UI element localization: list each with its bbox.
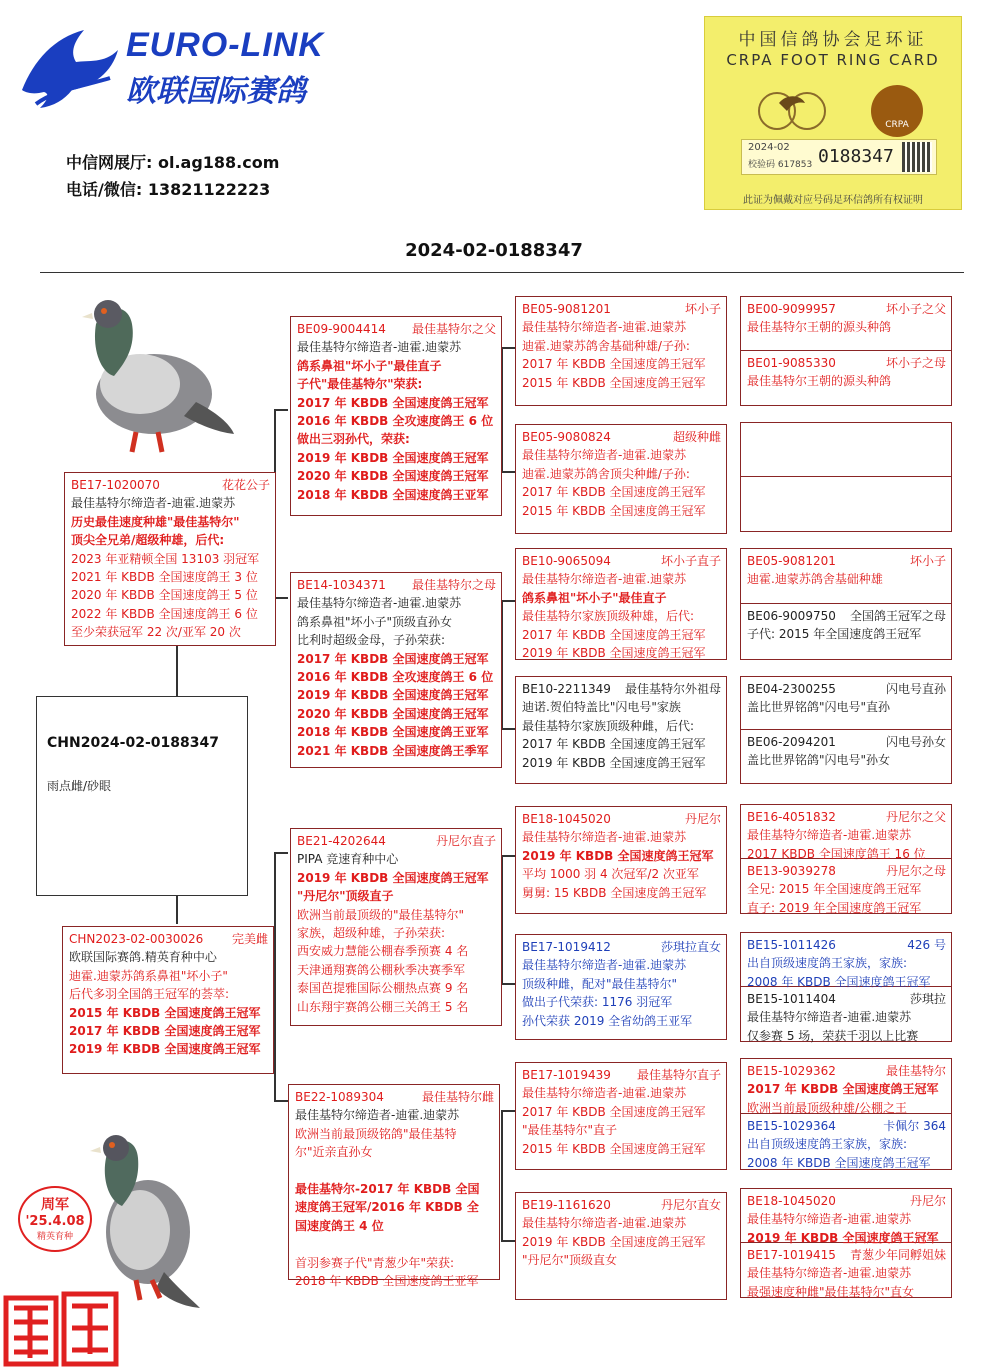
pedigree-line: 2019 年 KBDB 全国速度鸽王冠军 <box>69 1042 261 1057</box>
sire-header <box>71 476 270 494</box>
gen4-pair <box>740 676 952 784</box>
gen3-nickname: 坏小子 <box>684 302 721 316</box>
gen4-card <box>741 933 951 989</box>
pedigree-line: 最佳基特尔缔造者-迪霍.迪蒙苏 <box>522 830 687 845</box>
ring-card-title-en: CRPA FOOT RING CARD <box>726 51 940 69</box>
pedigree-line: 出自顶级速度鸽王家族，家族: <box>747 956 908 971</box>
pedigree-line: 2019 年 KBDB 全国速度鸽王冠军 <box>747 1230 939 1245</box>
gen4-card <box>741 986 951 1043</box>
dam-header <box>69 930 268 948</box>
gen4-lines <box>747 1080 946 1117</box>
gen4-ring: BE04-2300255 <box>747 682 836 696</box>
gen4-nickname: 闪电号孙女 <box>885 735 946 749</box>
gen3-ring: BE05-9081201 <box>522 302 611 316</box>
gen3-ring: BE17-1019439 <box>522 1068 611 1082</box>
pedigree-line: 最佳基特尔王朝的源头种鸽 <box>747 320 892 335</box>
gen3-header <box>522 300 721 318</box>
sire-card <box>64 472 276 646</box>
gen4-card <box>741 549 951 603</box>
gen4-ring: BE13-9039278 <box>747 864 836 878</box>
pedigree-line: 最佳基特尔缔造者-迪霍.迪蒙苏 <box>295 1108 460 1123</box>
pedigree-line: 欧洲当前最顶级的"最佳基特尔" <box>297 907 465 922</box>
gen3-nickname: 超级种雌 <box>672 430 721 444</box>
gen4-header <box>747 300 946 318</box>
pedigree-line: 国速度鸽王 4 位 <box>295 1218 384 1233</box>
pedigree-line: 欧洲当前最顶级种雄/公棚之王 <box>747 1100 908 1115</box>
pedigree-line: 仅参赛 5 场，荣获千羽以上比赛 <box>747 1028 919 1043</box>
pedigree-line: 2017 年 KBDB 全国速度鸽王冠军 <box>522 485 706 500</box>
gen3-card <box>515 806 727 914</box>
gen4-header <box>747 680 946 698</box>
gen3-nickname: 最佳基特尔外祖母 <box>624 682 721 696</box>
pigeon-hen-image <box>80 1122 230 1312</box>
pedigree-line: 西安威力慧能公棚春季预赛 4 名 <box>297 944 469 959</box>
gen2-card <box>290 572 502 768</box>
pedigree-line: 鸽系鼻祖"坏小子"顶级直孙女 <box>297 614 453 629</box>
gen4-lines <box>747 570 946 588</box>
pedigree-line: 欧洲当前最顶级铭鸽"最佳基特 <box>295 1126 457 1141</box>
gen3-nickname: 丹尼尔直女 <box>660 1198 721 1212</box>
pedigree-line: 最佳基特尔缔造者-迪霍.迪蒙苏 <box>522 572 687 587</box>
dam-nickname: 完美雌 <box>231 932 268 946</box>
gen4-lines <box>747 1008 946 1045</box>
ring-card-title-cn: 中国信鸽协会足环证 <box>738 30 928 50</box>
pedigree-line: 出自顶级速度鸽王家族，家族: <box>747 1137 908 1152</box>
pedigree-line: 平均 1000 羽 4 次冠军/2 次亚军 <box>522 867 699 882</box>
pedigree-line: 2023 年亚精顿全国 13103 羽冠军 <box>71 551 260 566</box>
ring-number: 0188347 <box>818 146 894 167</box>
gen2-card <box>288 1084 500 1289</box>
gen4-header <box>747 990 946 1008</box>
gen4-nickname: 丹尼尔之母 <box>885 864 946 878</box>
gen4-header <box>747 1117 946 1135</box>
gen2-ring: BE21-4202644 <box>297 834 386 848</box>
pedigree-line: 2018 年 KBDB 全国速度鸽王亚军 <box>297 725 489 740</box>
gen4-header <box>747 862 946 880</box>
pedigree-line: 最佳基特尔缔造者-迪霍.迪蒙苏 <box>522 448 687 463</box>
brand-website: 中信网展厅: ol.ag188.com <box>66 153 280 172</box>
breeder-stamp <box>18 1186 92 1252</box>
gen4-card <box>741 423 951 476</box>
pedigree-line: 山东翔宇赛鸽公棚三关鸽王 5 名 <box>297 999 469 1014</box>
pedigree-line: 2017 年 KBDB 全国速度鸽王冠军 <box>747 1082 939 1097</box>
gen4-lines <box>747 826 946 863</box>
pedigree-line: 盖比世界铭鸽"闪电号"孙女 <box>747 753 891 768</box>
gen4-header <box>747 1192 946 1210</box>
pedigree-line: 天津通翔赛鸽公棚秋季决赛季军 <box>297 962 466 977</box>
pedigree-line <box>295 1235 494 1253</box>
title-divider <box>40 272 964 273</box>
pedigree-line <box>295 1162 494 1180</box>
brand-name-cn: 欧联国际赛鸽 <box>126 74 306 109</box>
pedigree-line: 2020 年 KBDB 全国速度鸽王冠军 <box>297 469 489 484</box>
gen3-card <box>515 676 727 784</box>
pedigree-line: PIPA 竞速育种中心 <box>297 852 399 867</box>
subject-desc: 雨点雌/砂眼 <box>47 779 112 793</box>
pedigree-line: 2019 年 KBDB 全国速度鸽王冠军 <box>297 870 489 885</box>
gen4-pair <box>740 804 952 914</box>
gen3-card <box>515 1192 727 1300</box>
gen4-lines <box>747 1210 946 1247</box>
gen4-ring: BE01-9085330 <box>747 356 836 370</box>
gen2-ring: BE09-9004414 <box>297 322 386 336</box>
pedigree-line: 泰国芭提雅国际公棚热点赛 9 名 <box>297 981 469 996</box>
gen4-lines <box>747 698 946 716</box>
pedigree-line: 最佳基特尔缔造者-迪霍.迪蒙苏 <box>522 1086 687 1101</box>
crpa-seal-icon <box>871 85 923 137</box>
pedigree-line: 至少荣获冠军 22 次/亚军 20 次 <box>71 625 241 640</box>
pedigree-line: 2017 年 KBDB 全国速度鸽王冠军 <box>522 357 706 372</box>
pedigree-line: 鸽系鼻祖"坏小子"最佳直子 <box>297 358 442 373</box>
pedigree-line: 最佳基特尔缔造者-迪霍.迪蒙苏 <box>747 1010 912 1025</box>
pedigree-line: 2015 年 KBDB 全国速度鸽王冠军 <box>522 375 706 390</box>
pedigree-line: 2018 年 KBDB 全国速度鸽王亚军 <box>297 487 489 502</box>
pedigree-line: 舅舅: 15 KBDB 全国速度鸽王冠军 <box>522 885 707 900</box>
pedigree-line: 迪霍.迪蒙苏鸽系鼻祖"坏小子" <box>69 968 228 983</box>
subject-ring: CHN2024-02-0188347 <box>47 735 219 751</box>
gen2-nickname: 最佳基特尔雌 <box>421 1090 494 1104</box>
gen4-nickname: 坏小子之母 <box>885 356 946 370</box>
gen4-card <box>741 858 951 915</box>
pedigree-line: 最佳基特尔缔造者-迪霍.迪蒙苏 <box>71 496 236 511</box>
gen3-card <box>515 548 727 660</box>
gen4-lines <box>747 625 946 643</box>
pedigree-line: 盖比世界铭鸽"闪电号"直孙 <box>747 700 891 715</box>
pedigree-line: 迪霍.迪蒙苏鸽舍基础种雄 <box>747 572 883 587</box>
pedigree-line: 2019 年 KBDB 全国速度鸽王冠军 <box>522 646 706 661</box>
pedigree-line: 尔"近亲直孙女 <box>295 1145 373 1160</box>
gen3-header <box>522 552 721 570</box>
pedigree-line: 2021 年 KBDB 全国速度鸽王季军 <box>297 743 489 758</box>
gen4-card <box>741 1113 951 1170</box>
gen4-card <box>741 1189 951 1245</box>
pedigree-line: 顶尖全兄弟/超级种雄，后代: <box>71 533 225 548</box>
brand-name-en: EURO-LINK <box>126 26 324 64</box>
pedigree-line: 孙代荣获 2019 全省幼鸽王亚军 <box>522 1013 693 1028</box>
gen3-header <box>522 680 721 698</box>
gen4-ring: BE17-1019415 <box>747 1248 836 1262</box>
gen4-header <box>747 733 946 751</box>
pedigree-line: 欧联国际赛鸽.精英育种中心 <box>69 950 217 965</box>
gen4-header <box>747 936 946 954</box>
pedigree-line: 最佳基特尔缔造者-迪霍.迪蒙苏 <box>522 320 687 335</box>
dam-lines <box>69 948 268 1058</box>
gen3-header <box>522 428 721 446</box>
gen4-header <box>747 354 946 372</box>
gen4-lines <box>747 1135 946 1172</box>
gen2-ring: BE14-1034371 <box>297 578 386 592</box>
pedigree-line: 2022 年 KBDB 全国速度鸽王 6 位 <box>71 606 258 621</box>
pedigree-line: 2008 年 KBDB 全国速度鸽王冠军 <box>747 974 931 989</box>
gen3-header <box>522 1066 721 1084</box>
pedigree-line: 比利时超级金母，子孙荣获: <box>297 633 446 648</box>
pedigree-line: 子代"最佳基特尔"荣获: <box>297 377 423 392</box>
gen4-nickname: 坏小子 <box>909 554 946 568</box>
pedigree-line: 最佳基特尔-2017 年 KBDB 全国 <box>295 1182 480 1197</box>
pedigree-line: 2021 年 KBDB 全国速度鸽王 3 位 <box>71 570 258 585</box>
gen3-ring: BE19-1161620 <box>522 1198 611 1212</box>
gen4-lines <box>747 954 946 991</box>
gen4-ring: BE00-9099957 <box>747 302 836 316</box>
pedigree-line: 速度鸽王冠军/2016 年 KBDB 全 <box>295 1200 479 1215</box>
pedigree-line: 2018 年 KBDB 全国速度鸽王亚军 <box>295 1274 479 1289</box>
gen4-nickname: 坏小子之父 <box>885 302 946 316</box>
gen2-nickname: 最佳基特尔之父 <box>411 322 496 336</box>
gen4-ring: BE15-1029362 <box>747 1064 836 1078</box>
gen4-card <box>741 297 951 350</box>
gen2-lines <box>297 850 496 1016</box>
pedigree-line: 首羽参赛子代"青葱少年"荣获: <box>295 1255 455 1270</box>
gen4-lines <box>747 372 946 390</box>
gen3-ring: BE17-1019412 <box>522 940 611 954</box>
gen4-header <box>747 552 946 570</box>
pedigree-line: 2019 年 KBDB 全国速度鸽王冠军 <box>522 755 706 770</box>
crpa-seal-text: CRPA <box>885 120 909 130</box>
brand-phone: 电话/微信: 13821122223 <box>66 180 271 199</box>
gen4-card <box>741 476 951 529</box>
gen3-card <box>515 1062 727 1170</box>
pedigree-line: 最佳基特尔缔造者-迪霍.迪蒙苏 <box>522 1216 687 1231</box>
gen4-header <box>747 607 946 625</box>
gen4-ring: BE15-1011426 <box>747 938 836 952</box>
gen4-ring: BE16-4051832 <box>747 810 836 824</box>
gen4-nickname: 426 号 <box>907 938 946 952</box>
gen4-nickname: 丹尼尔 <box>909 1194 946 1208</box>
pedigree-line: "丹尼尔"顶级直女 <box>522 1253 618 1268</box>
gen2-nickname: 最佳基特尔之母 <box>411 578 496 592</box>
gen4-header <box>747 1062 946 1080</box>
ring-card <box>704 16 962 210</box>
pedigree-line: 2017 年 KBDB 全国速度鸽王冠军 <box>69 1024 261 1039</box>
gen4-header <box>747 808 946 826</box>
pedigree-line: 子代: 2015 年全国速度鸽王冠军 <box>747 627 922 642</box>
globe-emblem-icon <box>757 83 827 139</box>
pedigree-line: 全兄: 2015 年全国速度鸽王冠军 <box>747 882 922 897</box>
gen4-nickname: 闪电号直孙 <box>885 682 946 696</box>
gen4-card <box>741 677 951 729</box>
gen4-lines <box>747 880 946 917</box>
gen3-ring: BE10-2211349 <box>522 682 611 696</box>
gen2-card <box>290 316 502 516</box>
gen2-lines <box>297 594 496 760</box>
gen4-ring: BE05-9081201 <box>747 554 836 568</box>
stamp-date: '25.4.08 <box>25 1214 85 1229</box>
pedigree-line: 最佳基特尔家族顶级种雄，后代: <box>522 609 695 624</box>
gen3-header <box>522 810 721 828</box>
stamp-label: 精英育种 <box>36 1232 73 1242</box>
pedigree-line: 2016 年 KBDB 全攻速度鸽王 6 位 <box>297 670 494 685</box>
sire-nickname: 花花公子 <box>221 478 270 492</box>
gen3-lines <box>522 1214 721 1269</box>
pedigree-line: 顶级种雌，配对"最佳基特尔" <box>522 976 678 991</box>
gen4-card <box>741 1059 951 1113</box>
pedigree-line: 做出三羽孙代，荣获: <box>297 432 410 447</box>
pigeon-cock-image <box>66 284 236 464</box>
gen4-ring: BE18-1045020 <box>747 1194 836 1208</box>
gen4-ring: BE15-1011404 <box>747 992 836 1006</box>
gen4-nickname: 卡佩尔 364 <box>883 1119 946 1133</box>
pedigree-line: 2008 年 KBDB 全国速度鸽王冠军 <box>747 1155 931 1170</box>
pedigree-line: 历史最佳速度种雄"最佳基特尔" <box>71 514 240 529</box>
pedigree-line: 做出子代荣获: 1176 羽冠军 <box>522 995 673 1010</box>
pedigree-line: 2017 年 KBDB 全国速度鸽王冠军 <box>522 1104 706 1119</box>
gen4-nickname: 莎琪拉 <box>909 992 946 1006</box>
gen4-card <box>741 350 951 403</box>
gen2-ring: BE22-1089304 <box>295 1090 384 1104</box>
pedigree-line: 直子: 2019 年全国速度鸽王冠军 <box>747 900 922 915</box>
dam-card <box>62 926 274 1074</box>
pigeon-logo-icon <box>14 20 124 110</box>
gen4-pair <box>740 1188 952 1298</box>
gen4-card <box>741 603 951 657</box>
gen3-card <box>515 296 727 406</box>
gen4-lines <box>747 1264 946 1301</box>
subject-card <box>36 696 248 896</box>
gen4-pair <box>740 296 952 406</box>
gen3-nickname: 最佳基特尔直子 <box>636 1068 721 1082</box>
stamp-name: 周军 <box>41 1197 69 1213</box>
gen3-lines <box>522 698 721 772</box>
gen3-header <box>522 938 721 956</box>
pedigree-line: "丹尼尔"顶级直子 <box>297 889 394 904</box>
gen4-card <box>741 729 951 781</box>
gen3-ring: BE18-1045020 <box>522 812 611 826</box>
gen4-lines <box>747 318 946 336</box>
gen4-lines <box>747 751 946 769</box>
gen4-ring: BE15-1029364 <box>747 1119 836 1133</box>
sire-ring: BE17-1020070 <box>71 478 160 492</box>
dam-ring: CHN2023-02-0030026 <box>69 932 204 946</box>
ring-card-footer: 此证为佩戴对应号码足环信鸽所有权证明 <box>743 195 923 206</box>
pedigree-line: 2015 年 KBDB 全国速度鸽王冠军 <box>522 503 706 518</box>
gen4-nickname: 最佳基特尔 <box>885 1064 946 1078</box>
gen2-lines <box>295 1106 494 1290</box>
pedigree-line: 最强速度种雌"最佳基特尔"直女 <box>747 1284 915 1299</box>
pedigree-line: 鸽系鼻祖"坏小子"最佳直子 <box>522 590 667 605</box>
pedigree-line: 后代多羽全国鸽王冠军的荟萃: <box>69 987 230 1002</box>
pedigree-line: 迪霍.迪蒙苏鸽舍顶尖种雌/子孙: <box>522 466 690 481</box>
pedigree-line: 2017 年 KBDB 全国速度鸽王冠军 <box>297 651 489 666</box>
pedigree-line: 2016 年 KBDB 全攻速度鸽王 6 位 <box>297 414 494 429</box>
pedigree-line: 最佳基特尔缔造者-迪霍.迪蒙苏 <box>297 596 462 611</box>
pedigree-line: 最佳基特尔缔造者-迪霍.迪蒙苏 <box>747 1266 912 1281</box>
gen2-lines <box>297 338 496 504</box>
gen3-lines <box>522 956 721 1030</box>
gen4-ring: BE06-9009750 <box>747 609 836 623</box>
gen4-pair <box>740 422 952 532</box>
pedigree-line: 家族，超级种雄，子孙荣获: <box>297 926 446 941</box>
gen4-card <box>741 805 951 861</box>
gen4-pair <box>740 1058 952 1170</box>
gen4-pair <box>740 548 952 660</box>
pedigree-title: 2024-02-0188347 <box>405 240 583 261</box>
pedigree-line: 2017 年 KBDB 全国速度鸽王冠军 <box>522 627 706 642</box>
gen4-nickname: 青葱少年同孵姐妹 <box>849 1248 946 1262</box>
gen3-lines <box>522 318 721 392</box>
pedigree-line: 最佳基特尔家族顶级种雌，后代: <box>522 718 695 733</box>
gen4-header <box>747 1246 946 1264</box>
gen3-header <box>522 1196 721 1214</box>
brand-logo <box>14 20 374 110</box>
gen3-nickname: 坏小子直子 <box>660 554 721 568</box>
gen3-card <box>515 934 727 1040</box>
pedigree-line: 2019 年 KBDB 全国速度鸽王冠军 <box>297 688 489 703</box>
gen4-pair <box>740 932 952 1042</box>
pedigree-line: 2017 KBDB 全国速度鸽王 16 位 <box>747 846 926 861</box>
pedigree-line: 迪诺.贺伯特盖比"闪电号"家族 <box>522 700 681 715</box>
pedigree-line: 最佳基特尔缔造者-迪霍.迪蒙苏 <box>747 828 912 843</box>
pedigree-line: 2019 年 KBDB 全国速度鸽王冠军 <box>522 1234 706 1249</box>
pedigree-line: 最佳基特尔缔造者-迪霍.迪蒙苏 <box>297 340 462 355</box>
pedigree-line: "最佳基特尔"直子 <box>522 1123 618 1138</box>
pedigree-line: 最佳基特尔缔造者-迪霍.迪蒙苏 <box>522 958 687 973</box>
gen3-nickname: 莎琪拉直女 <box>660 940 721 954</box>
pedigree-line: 最佳基特尔王朝的源头种鸽 <box>747 374 892 389</box>
pedigree-line: 2017 年 KBDB 全国速度鸽王冠军 <box>522 737 706 752</box>
gen3-ring: BE05-9080824 <box>522 430 611 444</box>
red-seal-icon <box>0 1288 120 1368</box>
pedigree-line: 2019 年 KBDB 全国速度鸽王冠军 <box>297 450 489 465</box>
gen2-card <box>290 828 502 1026</box>
gen2-nickname: 丹尼尔直子 <box>435 834 496 848</box>
ring-number-panel <box>741 139 937 175</box>
gen4-card <box>741 1242 951 1299</box>
pedigree-line: 2019 年 KBDB 全国速度鸽王冠军 <box>522 848 714 863</box>
gen3-lines <box>522 1084 721 1158</box>
pedigree-line: 迪霍.迪蒙苏鸽舍基础种雄/子孙: <box>522 338 690 353</box>
pedigree-line: 2015 年 KBDB 全国速度鸽王冠军 <box>522 1141 706 1156</box>
gen3-ring: BE10-9065094 <box>522 554 611 568</box>
pedigree-line: 2020 年 KBDB 全国速度鸽王冠军 <box>297 706 489 721</box>
qr-code-icon <box>902 142 932 172</box>
pedigree-line: 2020 年 KBDB 全国速度鸽王 5 位 <box>71 588 258 603</box>
ring-check-code: 校验码 617853 <box>748 160 813 170</box>
gen3-lines <box>522 446 721 520</box>
gen3-lines <box>522 828 721 902</box>
sire-lines <box>71 494 270 641</box>
gen4-ring: BE06-2094201 <box>747 735 836 749</box>
gen4-nickname: 丹尼尔之父 <box>885 810 946 824</box>
gen3-nickname: 丹尼尔 <box>684 812 721 826</box>
ring-year-code: 2024-02 <box>748 142 790 153</box>
pedigree-line: 2015 年 KBDB 全国速度鸽王冠军 <box>69 1005 261 1020</box>
gen3-lines <box>522 570 721 662</box>
gen4-nickname: 全国鸽王冠军之母 <box>849 609 946 623</box>
gen3-card <box>515 424 727 534</box>
pedigree-line: 2017 年 KBDB 全国速度鸽王冠军 <box>297 395 489 410</box>
pedigree-line: 最佳基特尔缔造者-迪霍.迪蒙苏 <box>747 1212 912 1227</box>
